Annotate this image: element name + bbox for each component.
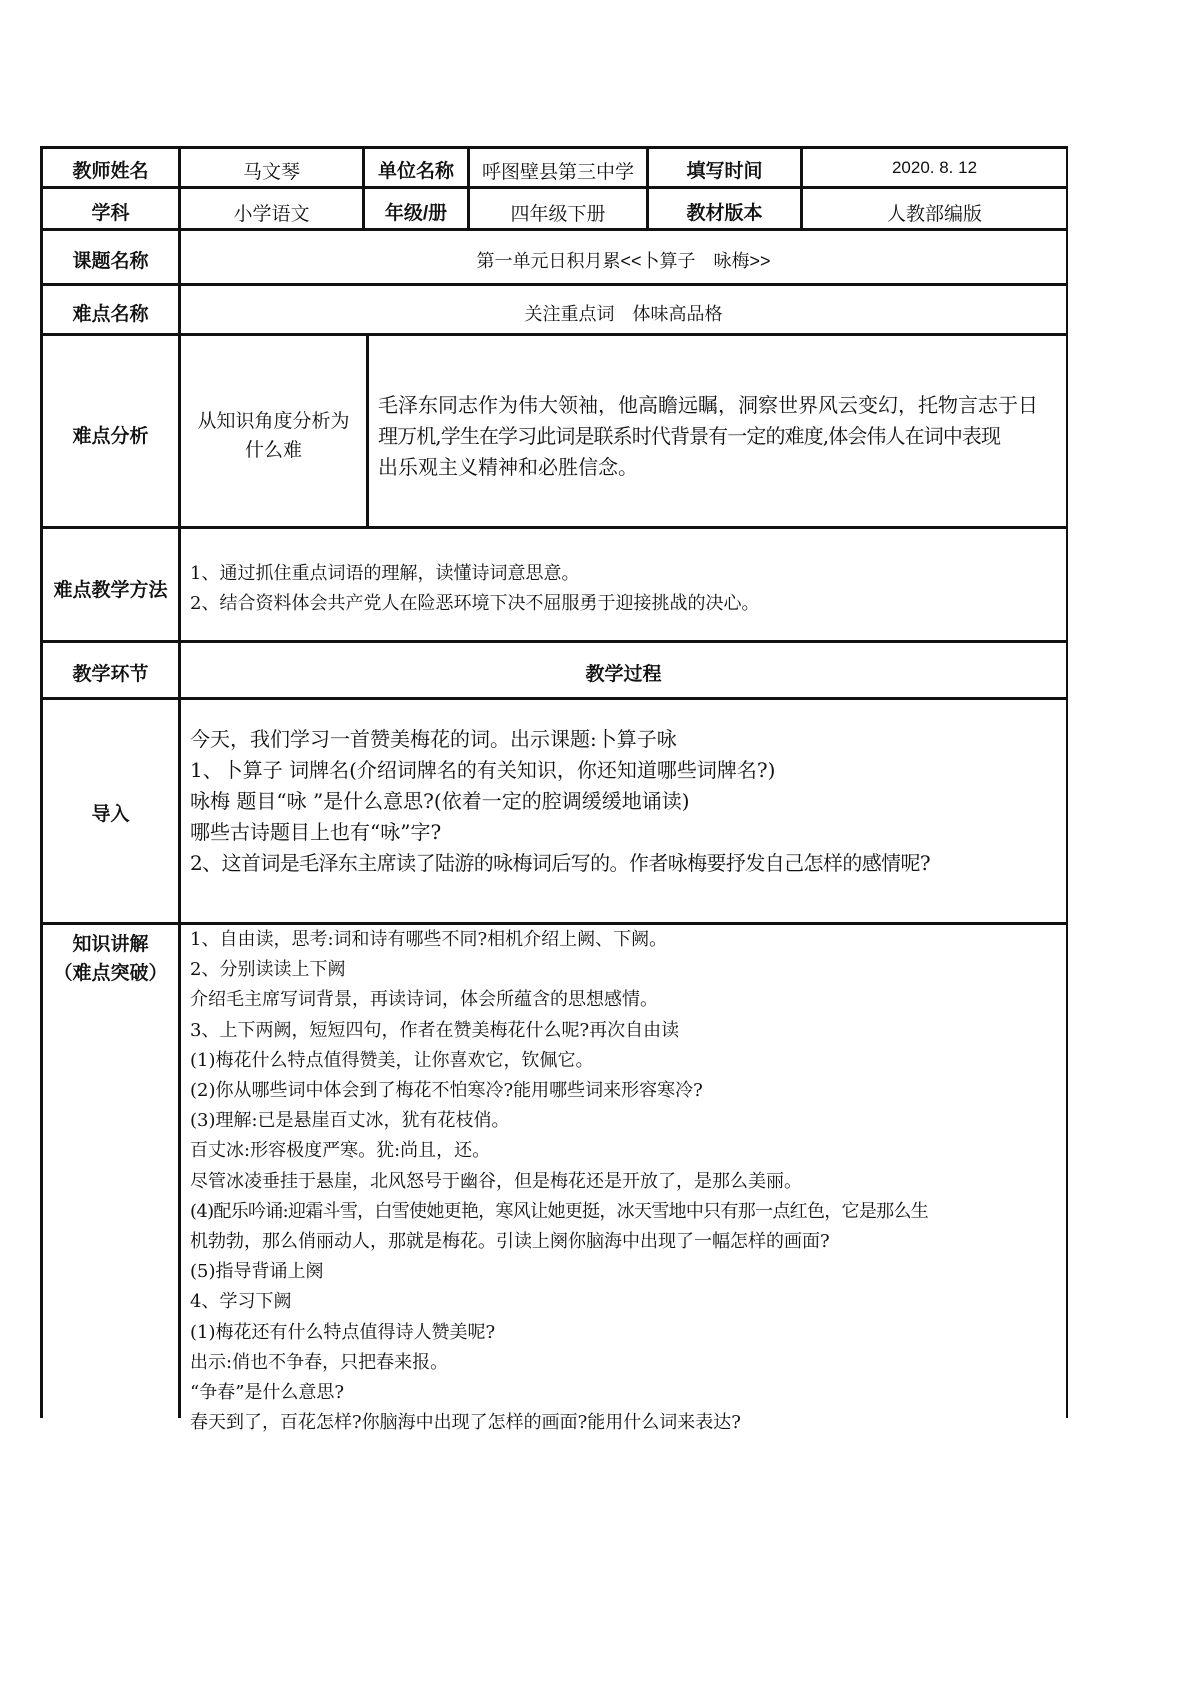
subject-label: 学科 — [91, 203, 130, 224]
knowledge-line: 2、分别读读上下阙 — [190, 959, 346, 981]
analysis-text — [378, 390, 1062, 483]
col-rule — [366, 333, 369, 529]
row-rule — [40, 228, 1068, 231]
knowledge-line: (1)梅花什么特点值得赞美，让你喜欢它，钦佩它。 — [190, 1049, 594, 1071]
edition-value: 人教部编版 — [886, 204, 982, 225]
row-rule — [40, 697, 1068, 700]
intro-text — [190, 724, 1060, 879]
knowledge-line: 机勃勃，那么俏丽动人，那就是梅花。引读上阕你脑海中出现了一幅怎样的画面? — [190, 1231, 830, 1253]
intro-label: 导入 — [91, 804, 130, 825]
knowledge-line: (1)梅花还有什么特点值得诗人赞美呢? — [190, 1321, 496, 1343]
knowledge-line: 4、学习下阙 — [190, 1291, 292, 1313]
topic-label: 课题名称 — [72, 251, 149, 272]
row-rule — [40, 640, 1068, 643]
analysis-sublabel-line: 从知识角度分析为 — [197, 411, 350, 432]
method-label: 难点教学方法 — [53, 580, 168, 601]
time-label: 填写时间 — [686, 161, 763, 182]
knowledge-line: (4)配乐吟诵:迎霜斗雪，白雪使她更艳，寒风让她更挺，冰天雪地中只有那一点红色，它是那么生 — [190, 1200, 929, 1222]
method-line: 1、通过抓住重点词语的理解，读懂诗词意思意。 — [190, 563, 580, 584]
subject-value: 小学语文 — [233, 204, 310, 225]
knowledge-line: 介绍毛主席写词背景，再读诗词，体会所蕴含的思想感情。 — [190, 989, 658, 1011]
knowledge-line: (3)理解:已是悬崖百丈冰，犹有花枝俏。 — [190, 1110, 510, 1132]
analysis-sublabel-line: 什么难 — [244, 440, 302, 461]
teacher-value: 马文琴 — [242, 162, 300, 183]
table-border-top — [40, 146, 1068, 149]
row-rule — [40, 186, 1068, 189]
time-value: 2020. 8. 12 — [891, 158, 978, 177]
topic-value: 第一单元日积月累<<卜算子 咏梅>> — [476, 251, 771, 271]
knowledge-line: (5)指导背诵上阕 — [190, 1261, 324, 1283]
knowledge-line: “争春”是什么意思? — [190, 1382, 345, 1404]
knowledge-line: (2)你从哪些词中体会到了梅花不怕寒冷?能用哪些词来形容寒冷? — [190, 1080, 703, 1102]
teacher-label: 教师姓名 — [72, 161, 149, 182]
grade-label: 年级/册 — [384, 203, 448, 224]
knowledge-line: 出示:俏也不争春，只把春来报。 — [190, 1351, 449, 1373]
knowledge-label: 知识讲解 — [72, 934, 149, 955]
stage-header: 教学环节 — [72, 664, 149, 685]
intro-line: 咏梅 题目“咏 ”是什么意思?(依着一定的腔调缓缓地诵读) — [190, 789, 690, 813]
analysis-label: 难点分析 — [72, 426, 149, 447]
knowledge-text — [190, 925, 1060, 1438]
intro-line: 今天，我们学习一首赞美梅花的词。出示课题:卜算子咏 — [190, 727, 677, 751]
knowledge-line: 1、自由读，思考:词和诗有哪些不同?相机介绍上阙、下阙。 — [190, 929, 668, 950]
analysis-line: 毛泽东同志作为伟大领袖，他高瞻远瞩，洞察世界风云变幻，托物言志于日 — [378, 393, 1038, 417]
intro-line: 2、这首词是毛泽东主席读了陆游的咏梅词后写的。作者咏梅要抒发自己怎样的感情呢? — [190, 851, 931, 875]
analysis-line: 理万机,学生在学习此词是联系时代背景有一定的难度,体会伟人在词中表现 — [378, 424, 1001, 448]
unit-value: 呼图壁县第三中学 — [481, 162, 634, 183]
table-border-right — [1066, 146, 1068, 1418]
edition-label: 教材版本 — [686, 203, 763, 224]
unit-label: 单位名称 — [377, 161, 454, 182]
table-border-left — [40, 146, 43, 1418]
method-text — [190, 559, 1060, 619]
difficulty-value: 关注重点词 体味高品格 — [524, 304, 723, 324]
intro-line: 1、卜算子 词牌名(介绍词牌名的有关知识，你还知道哪些词牌名?) — [190, 758, 776, 782]
intro-line: 哪些古诗题目上也有“咏”字? — [190, 820, 442, 844]
knowledge-line: 3、上下两阙，短短四句，作者在赞美梅花什么呢?再次自由读 — [190, 1019, 680, 1041]
analysis-line: 出乐观主义精神和必胜信念。 — [378, 455, 638, 479]
difficulty-label: 难点名称 — [72, 304, 149, 325]
knowledge-line: 春天到了，百花怎样?你脑海中出现了怎样的画面?能用什么词来表达? — [190, 1412, 741, 1434]
process-header: 教学过程 — [585, 664, 662, 685]
method-line: 2、结合资料体会共产党人在险恶环境下决不屈服勇于迎接挑战的决心。 — [190, 593, 760, 615]
grade-value: 四年级下册 — [510, 204, 606, 225]
col-rule — [178, 146, 181, 1418]
knowledge-line: 尽管冰凌垂挂于悬崖，北风怒号于幽谷，但是梅花还是开放了，是那么美丽。 — [190, 1170, 802, 1192]
row-rule — [40, 283, 1068, 286]
knowledge-label-sub: （难点突破） — [53, 963, 168, 984]
row-rule — [40, 526, 1068, 529]
row-rule — [40, 333, 1068, 336]
knowledge-line: 百丈冰:形容极度严寒。犹:尚且，还。 — [190, 1140, 491, 1162]
